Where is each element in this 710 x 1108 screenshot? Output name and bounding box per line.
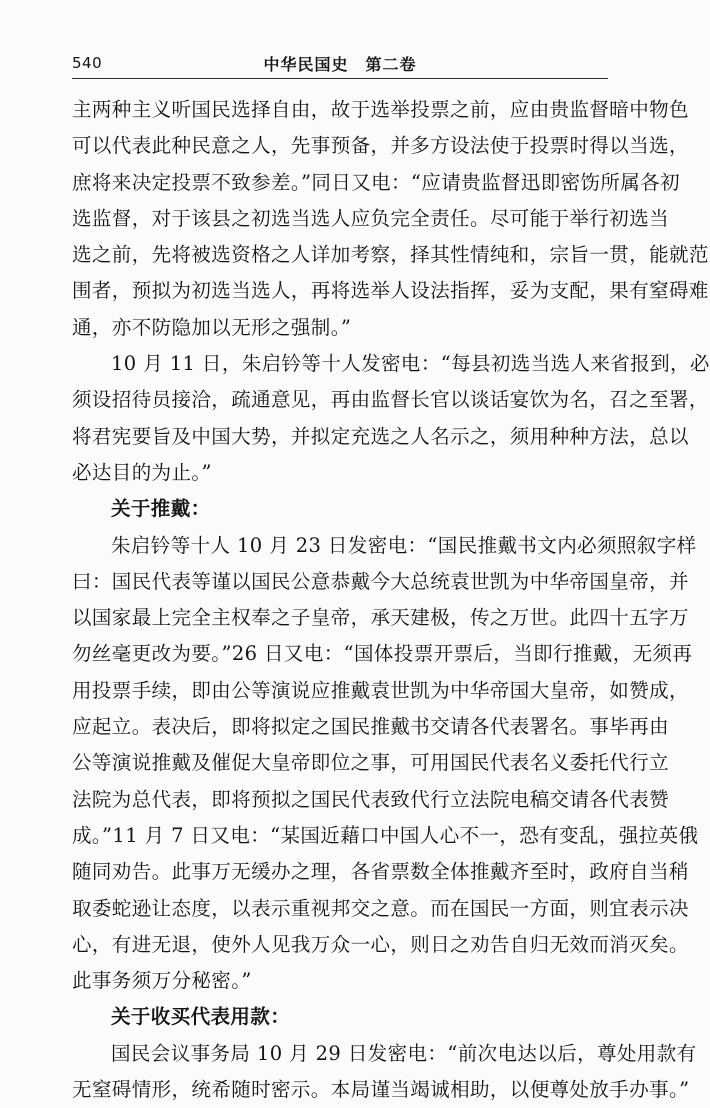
text-line: 以国家最上完全主权奉之子皇帝，承天建极，传之万世。此四十五字万 <box>72 606 689 630</box>
paragraph-start: 朱启钤等十人 10 月 23 日发密电：“国民推戴书文内必须照叙字样 <box>111 533 697 557</box>
text-line: 通，亦不防隐加以无形之强制。” <box>72 315 352 339</box>
paragraph-start: 国民会议事务局 10 月 29 日发密电：“前次电达以后，尊处用款有 <box>111 1041 697 1065</box>
text-line: 围者，预拟为初选当选人，再将选举人设法指挥，妥为支配，果有窒碍难 <box>72 279 709 303</box>
text-line: 无窒碍情形，统希随时密示。本局谨当竭诚相助，以便尊处放手办事。” <box>72 1078 690 1102</box>
section-heading: 关于推戴： <box>111 497 211 521</box>
text-line: 用投票手续，即由公等演说应推戴袁世凯为中华帝国大皇帝，如赞成， <box>72 678 689 702</box>
text-line: 庶将来决定投票不致参差。”同日又电：“应请贵监督迅即密饬所属各初 <box>72 170 680 194</box>
text-line: 勿丝毫更改为要。”26 日又电：“国体投票开票后，当即行推戴，无须再 <box>72 642 693 666</box>
text-line: 随同劝告。此事万无缓办之理，各省票数全体推戴齐至时，政府自当稍 <box>72 860 689 884</box>
text-line: 成。”11 月 7 日又电：“某国近藉口中国人心不一，恐有变乱，强拉英俄 <box>72 823 699 847</box>
text-line: 此事务须万分秘密。” <box>72 969 252 993</box>
page-header <box>72 50 608 79</box>
paragraph-start: 10 月 11 日，朱启钤等十人发密电：“每县初选当选人来省报到，必 <box>111 352 710 376</box>
section-heading: 关于收买代表用款： <box>111 1005 291 1029</box>
text-line: 曰：国民代表等谨以国民公意恭戴今大总统袁世凯为中华帝国皇帝，并 <box>72 569 689 593</box>
text-line: 选之前，先将被选资格之人详加考察，择其性情纯和，宗旨一贯，能就范 <box>72 243 709 267</box>
text-line: 心，有进无退，使外人见我万众一心，则日之劝告自归无效而消灭矣。 <box>72 932 689 956</box>
text-line: 应起立。表决后，即将拟定之国民推戴书交请各代表署名。事毕再由 <box>72 715 670 739</box>
text-line: 公等演说推戴及催促大皇帝即位之事，可用国民代表名义委托代行立 <box>72 751 670 775</box>
text-line: 将君宪要旨及中国大势，并拟定充选之人名示之，须用种种方法，总以 <box>72 424 689 448</box>
text-line: 选监督，对于该县之初选当选人应负完全责任。尽可能于举行初选当 <box>72 206 670 230</box>
text-line: 可以代表此种民意之人，先事预备，并多方设法使于投票时得以当选， <box>72 134 689 158</box>
text-line: 须设招待员接洽，疏通意见，再由监督长官以谈话宴饮为名，召之至署， <box>72 388 709 412</box>
text-line: 主两种主义听国民选择自由，故于选举投票之前，应由贵监督暗中物色 <box>72 98 689 121</box>
text-line: 法院为总代表，即将预拟之国民代表致代行立法院电稿交请各代表赞 <box>72 787 670 811</box>
text-line: 取委蛇逊让态度，以表示重视邦交之意。而在国民一方面，则宜表示决 <box>72 896 689 920</box>
body-text <box>72 92 710 1108</box>
page-number: 540 <box>72 54 103 72</box>
running-title: 中华民国史 第二卷 <box>263 55 417 74</box>
text-line: 必达目的为止。” <box>72 460 212 484</box>
